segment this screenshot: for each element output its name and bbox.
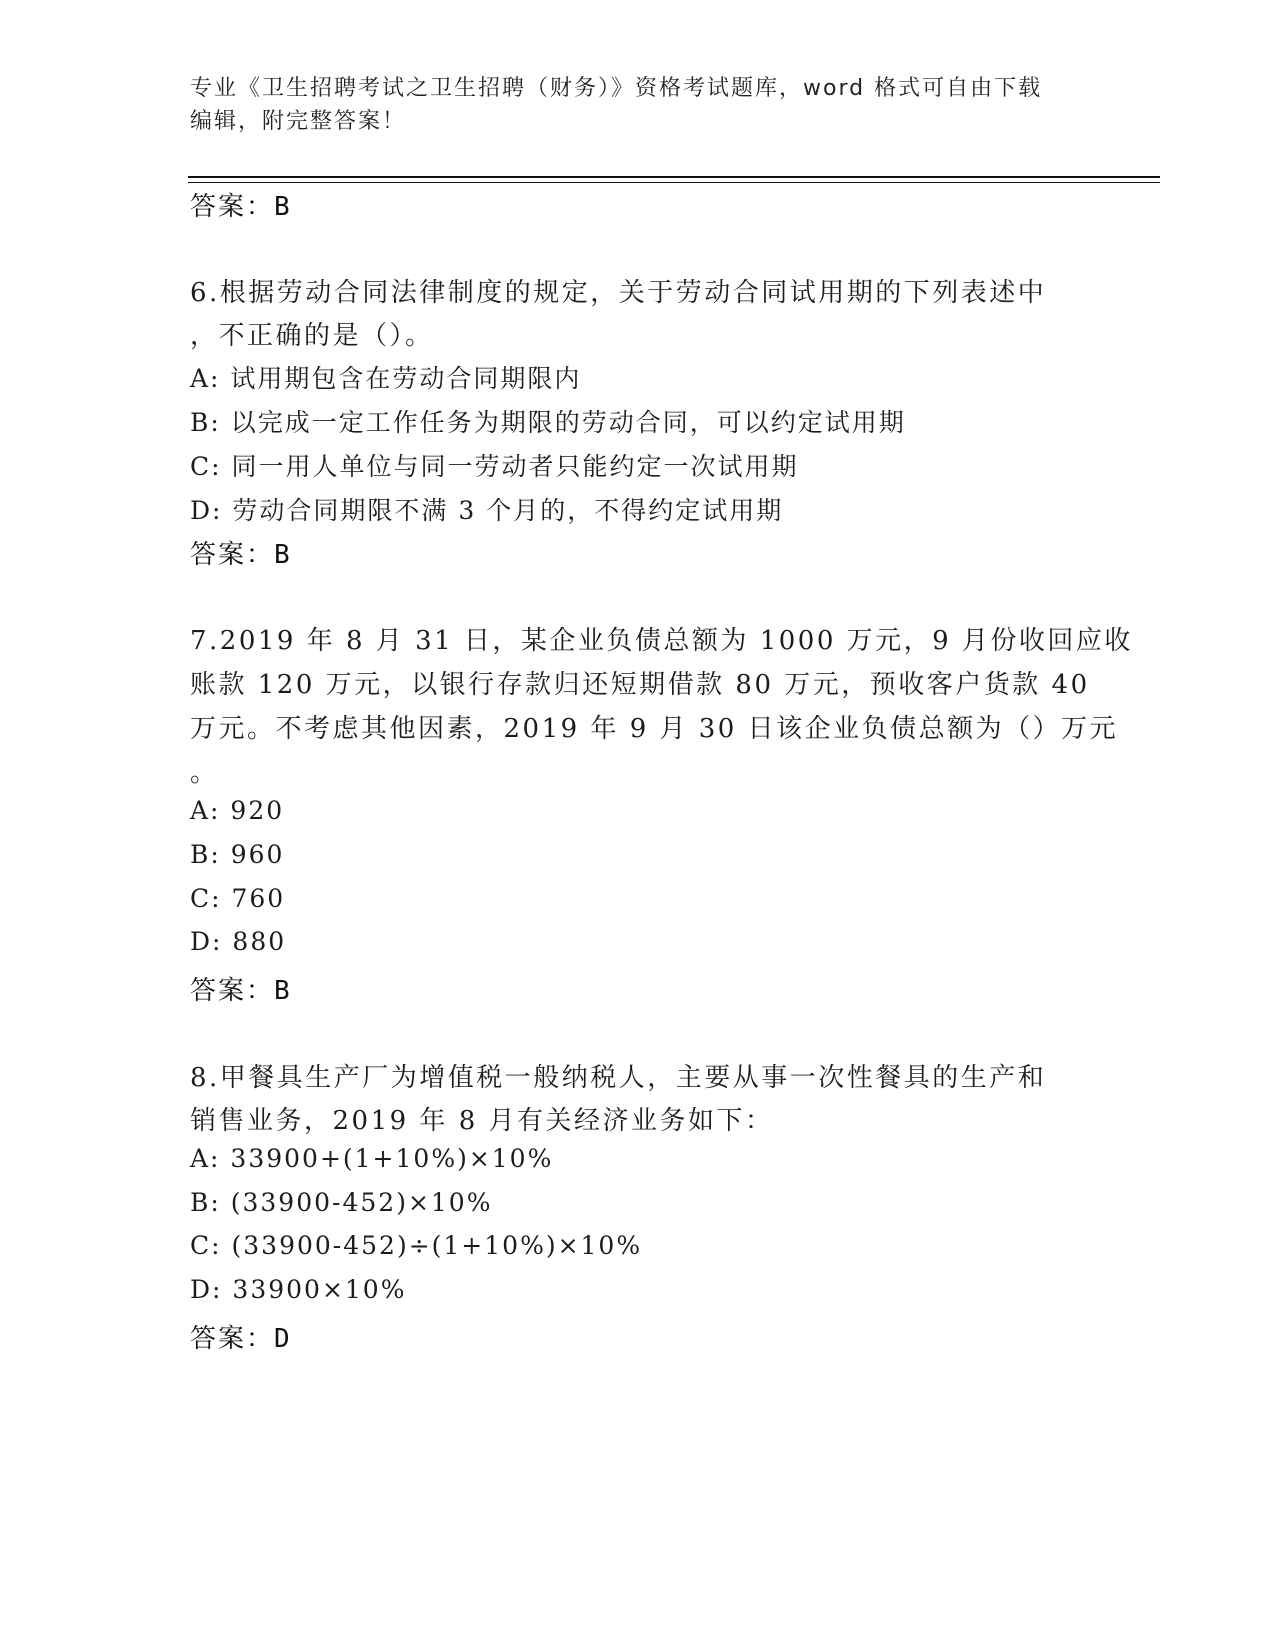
question-stem-line: 7.2019 年 8 月 31 日，某企业负债总额为 1000 万元，9 月份收回应收 xyxy=(190,626,1133,656)
answer-label: 答案： xyxy=(190,1324,275,1354)
option-c: C: (33900-452)÷(1+10%)×10% xyxy=(190,1231,643,1260)
option-c: C: 760 xyxy=(190,884,286,913)
question-stem-line: 。 xyxy=(190,758,219,788)
option-a: A: 试用期包含在劳动合同期限内 xyxy=(190,364,582,393)
answer-line xyxy=(190,534,292,571)
answer-label: 答案： xyxy=(190,540,275,570)
header-line: 专业《卫生招聘考试之卫生招聘（财务）》资格考试题库，word 格式可自由下载 xyxy=(190,76,1043,101)
header-divider xyxy=(188,182,1160,183)
header-divider xyxy=(188,176,1160,178)
answer-value: B xyxy=(274,976,292,1006)
question-stem-line: 销售业务，2019 年 8 月有关经济业务如下： xyxy=(190,1106,774,1136)
answer-line xyxy=(190,970,292,1007)
answer-label: 答案： xyxy=(190,976,275,1006)
answer-line xyxy=(190,186,292,223)
option-d: D: 33900×10% xyxy=(190,1275,407,1304)
answer-line xyxy=(190,1318,292,1355)
document-header xyxy=(190,72,1090,138)
answer-label: 答案： xyxy=(190,192,275,222)
option-b: B: 960 xyxy=(190,840,285,869)
option-c: C: 同一用人单位与同一劳动者只能约定一次试用期 xyxy=(190,452,799,481)
question-stem-line: 万元。不考虑其他因素，2019 年 9 月 30 日该企业负债总额为（）万元 xyxy=(190,714,1119,744)
option-b: B: (33900-452)×10% xyxy=(190,1188,493,1217)
option-a: A: 33900+(1+10%)×10% xyxy=(190,1144,554,1173)
question-stem-line: ，不正确的是（）。 xyxy=(190,321,434,351)
answer-value: D xyxy=(274,1324,292,1354)
answer-value: B xyxy=(274,540,292,570)
option-a: A: 920 xyxy=(190,796,285,825)
question-stem-line: 8.甲餐具生产厂为增值税一般纳税人，主要从事一次性餐具的生产和 xyxy=(190,1063,1047,1093)
question-stem-line: 6.根据劳动合同法律制度的规定，关于劳动合同试用期的下列表述中 xyxy=(190,278,1047,308)
header-line: 编辑，附完整答案！ xyxy=(190,109,407,134)
option-b: B: 以完成一定工作任务为期限的劳动合同，可以约定试用期 xyxy=(190,408,906,437)
option-d: D: 劳动合同期限不满 3 个月的，不得约定试用期 xyxy=(190,496,784,525)
answer-value: B xyxy=(274,192,292,222)
option-d: D: 880 xyxy=(190,927,287,956)
question-stem-line: 账款 120 万元，以银行存款归还短期借款 80 万元，预收客户货款 40 xyxy=(190,670,1090,700)
